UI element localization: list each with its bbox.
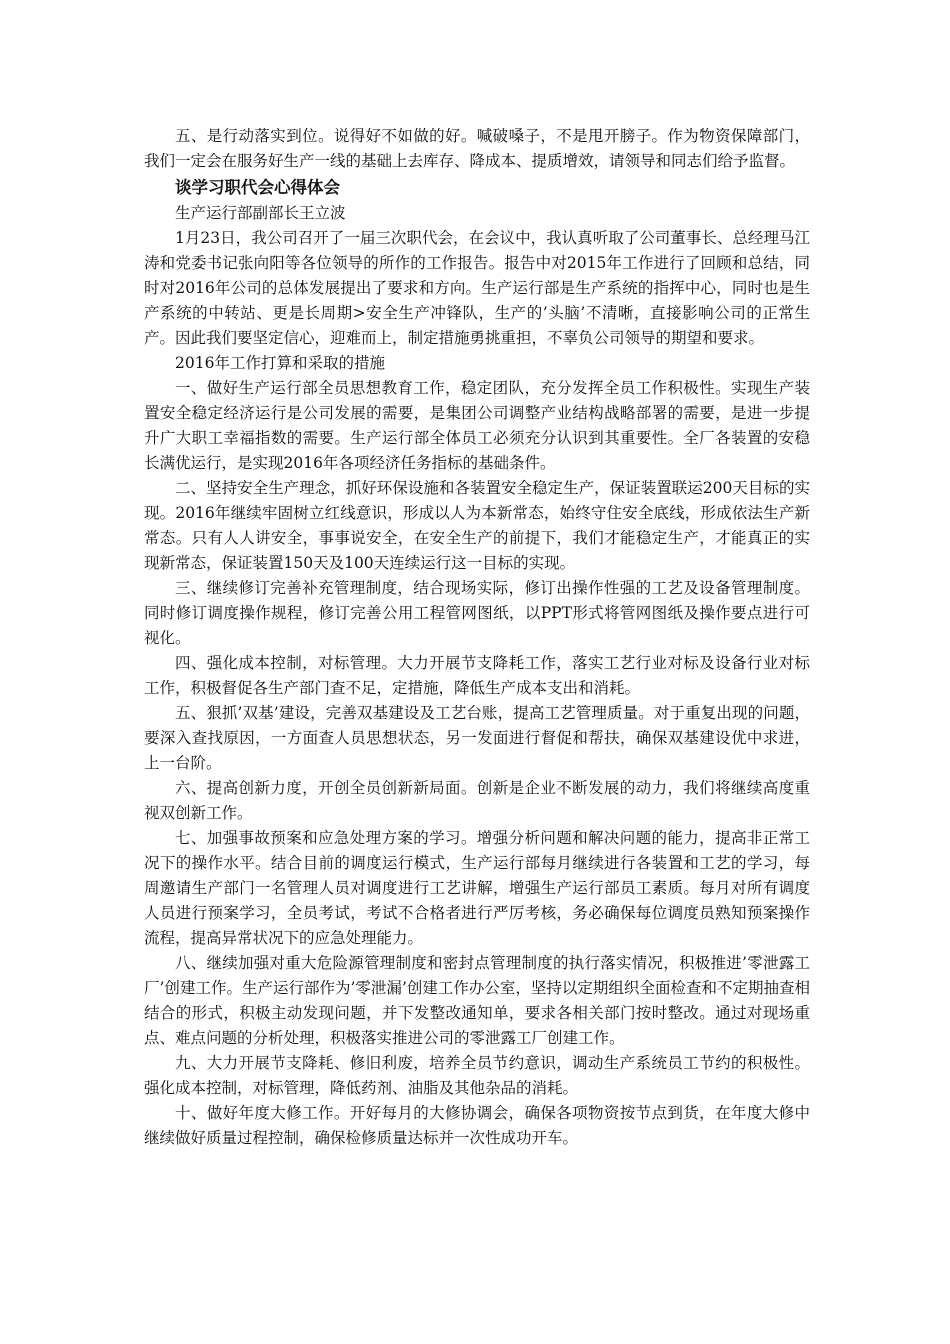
intro-paragraph: 五、是行动落实到位。说得好不如做的好。喊破嗓子，不是甩开膀子。作为物资保障部门，我们一定会在服务好生产一线的基础上去库存、降成本、提质增效，请领导和同志们给予监督。 (144, 127, 810, 170)
measure-paragraph: 五、狠抓’双基’建设，完善双基建设及工艺台账，提高工艺管理质量。对于重复出现的问题，要深入查找原因，一方面查人员思想状态，另一发面进行督促和帮扶，确保双基建设优中求进，上一台阶。 (144, 704, 810, 772)
document-page (144, 124, 810, 1151)
article-author: 生产运行部副部长王立波 (175, 204, 346, 222)
measure-paragraph: 十、做好年度大修工作。开好每月的大修协调会，确保各项物资按节点到货，在年度大修中继续做好质量过程控制，确保检修质量达标并一次性成功开车。 (144, 1104, 810, 1147)
opening-paragraph: 1月23日，我公司召开了一届三次职代会，在会议中，我认真听取了公司董事长、总经理马江涛和党委书记张向阳等各位领导的所作的工作报告。报告中对2015年工作进行了回顾和总结，同时对2016年公司的总体发展提出了要求和方向。生产运行部是生产系统的指挥中心，同时也是生产系统的中转站、更是长周期>安全生产冲锋队，生产的’头脑’不清晰，直接影响公司的正常生产。因此我们要坚定信心，迎难而上，制定措施勇挑重担，不辜负公司领导的期望和要求。 (144, 229, 810, 347)
measure-paragraph: 四、强化成本控制，对标管理。大力开展节支降耗工作，落实工艺行业对标及设备行业对标工作，积极督促各生产部门查不足，定措施，降低生产成本支出和消耗。 (144, 654, 810, 697)
measure-paragraph: 一、做好生产运行部全员思想教育工作，稳定团队，充分发挥全员工作积极性。实现生产装置安全稳定经济运行是公司发展的需要，是集团公司调整产业结构战略部署的需要，是进一步提升广大职工幸福指数的需要。生产运行部全体员工必须充分认识到其重要性。全厂各装置的安稳长满优运行，是实现2016年各项经济任务指标的基础条件。 (144, 379, 810, 472)
section-subheading: 2016年工作打算和采取的措施 (175, 354, 385, 372)
measure-paragraph: 六、提高创新力度，开创全员创新新局面。创新是企业不断发展的动力，我们将继续高度重视双创新工作。 (144, 779, 810, 822)
measure-paragraph: 九、大力开展节支降耗、修旧利废，培养全员节约意识，调动生产系统员工节约的积极性。强化成本控制，对标管理，降低药剂、油脂及其他杂品的消耗。 (144, 1054, 810, 1097)
measure-paragraph: 三、继续修订完善补充管理制度，结合现场实际，修订出操作性强的工艺及设备管理制度。同时修订调度操作规程，修订完善公用工程管网图纸，以PPT形式将管网图纸及操作要点进行可视化。 (144, 579, 810, 647)
measure-paragraph: 二、坚持安全生产理念，抓好环保设施和各装置安全稳定生产，保证装置联运200天目标的实现。2016年继续牢固树立红线意识，形成以人为本新常态，始终守住安全底线，形成依法生产新常态。只有人人讲安全，事事说安全，在安全生产的前提下，我们才能稳定生产，才能真正的实现新常态，保证装置150天及100天连续运行这一目标的实现。 (144, 479, 810, 572)
measure-paragraph: 七、加强事故预案和应急处理方案的学习。增强分析问题和解决问题的能力，提高非正常工况下的操作水平。结合目前的调度运行模式，生产运行部每月继续进行各装置和工艺的学习，每周邀请生产部门一名管理人员对调度进行工艺讲解，增强生产运行部员工素质。每月对所有调度人员进行预案学习，全员考试，考试不合格者进行严厉考核，务必确保每位调度员熟知预案操作流程，提高异常状况下的应急处理能力。 (144, 829, 810, 947)
article-title: 谈学习职代会心得体会 (175, 178, 340, 197)
measure-paragraph: 八、继续加强对重大危险源管理制度和密封点管理制度的执行落实情况，积极推进’零泄露工厂’创建工作。生产运行部作为’零泄漏’创建工作办公室，坚持以定期组织全面检查和不定期抽查相结合的形式，积极主动发现问题，并下发整改通知单，要求各相关部门按时整改。通过对现场重点、难点问题的分析处理，积极落实推进公司的零泄露工厂创建工作。 (144, 954, 810, 1047)
